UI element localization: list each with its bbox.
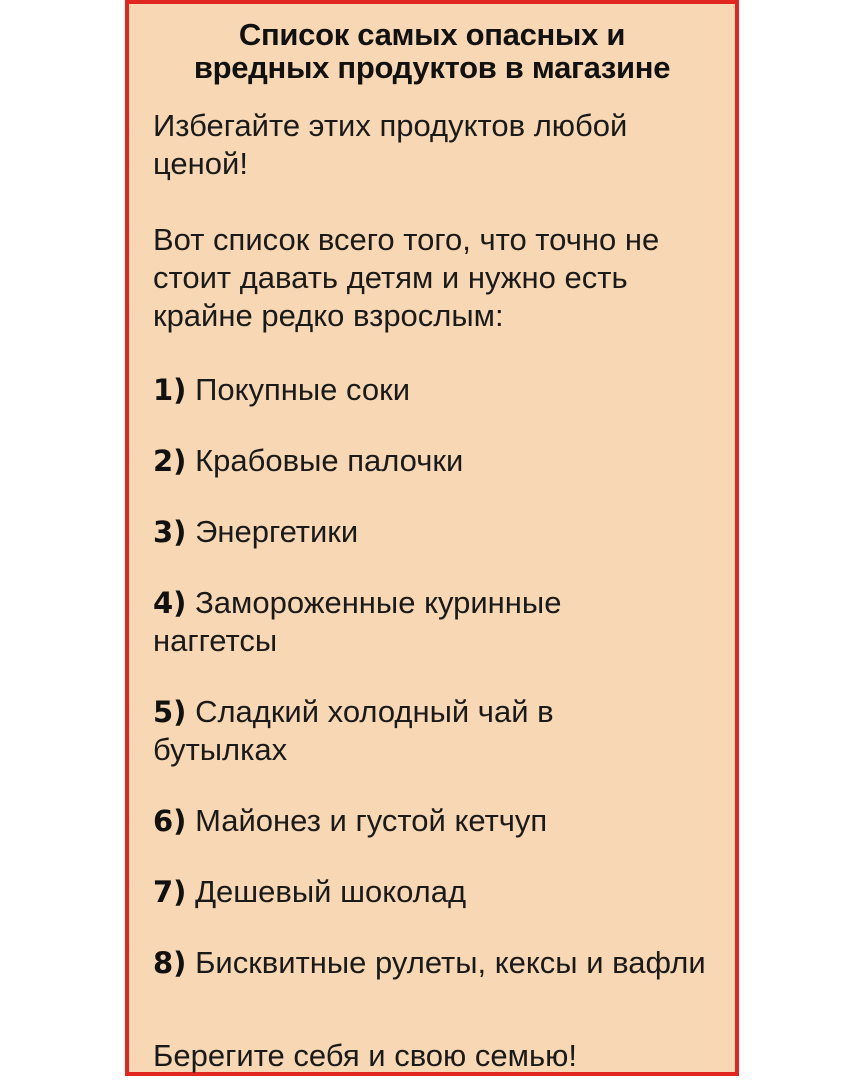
- lead-text: Вот список всего того, что точно не стоит давать детям и нужно есть крайне редко взрослым:: [153, 222, 660, 333]
- item-number: 7): [153, 875, 187, 909]
- item-number: 3): [153, 515, 187, 549]
- item-text: Замороженные куринные наггетсы: [153, 585, 562, 658]
- item-number: 5): [153, 695, 187, 729]
- document-card: [125, 0, 739, 1076]
- item-number: 2): [153, 444, 187, 478]
- item-text: Крабовые палочки: [195, 443, 464, 478]
- list-item: [153, 802, 723, 840]
- closing-text: Берегите себя и свою семью!: [153, 1038, 577, 1073]
- list-item: [153, 371, 723, 409]
- item-text: Бисквитные рулеты, кексы и вафли: [195, 945, 706, 980]
- item-number: 6): [153, 804, 187, 838]
- item-text: Дешевый шоколад: [195, 874, 467, 909]
- title-line-2: вредных продуктов в магазине: [193, 50, 671, 85]
- item-number: 8): [153, 946, 187, 980]
- item-number: 1): [153, 373, 187, 407]
- page-title: [129, 18, 735, 84]
- list-item: [153, 693, 643, 769]
- item-text: Майонез и густой кетчуп: [195, 803, 548, 838]
- list-item: [153, 442, 723, 480]
- item-number: 4): [153, 586, 187, 620]
- list-item: [153, 513, 723, 551]
- item-text: Сладкий холодный чай в бутылках: [153, 694, 554, 767]
- list-item: [153, 584, 653, 660]
- list-item: [153, 873, 723, 911]
- title-line-1: Список самых опасных и: [238, 17, 626, 52]
- item-text: Энергетики: [195, 514, 359, 549]
- item-text: Покупные соки: [195, 372, 411, 407]
- intro-text: Избегайте этих продуктов любой ценой!: [153, 108, 628, 181]
- list-item: [153, 944, 708, 982]
- content: [153, 107, 723, 1015]
